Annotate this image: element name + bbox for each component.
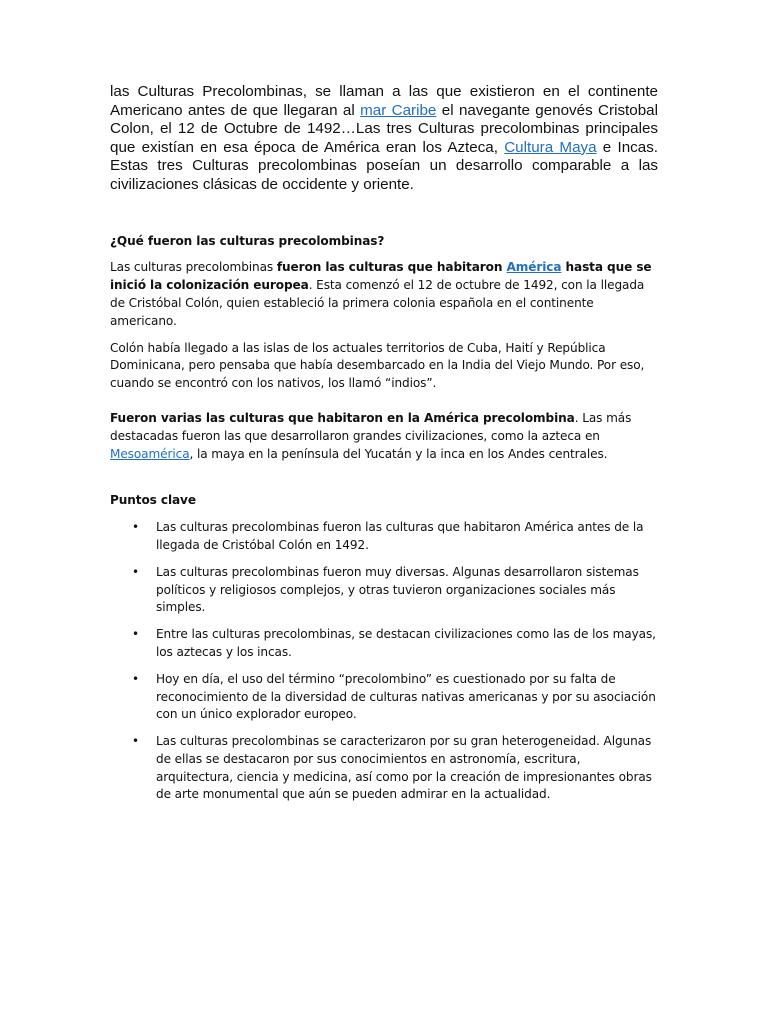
america-link[interactable]: América	[506, 260, 562, 275]
list-item	[110, 519, 658, 555]
p1-bold-2: hasta que se inició la colonización europea	[110, 260, 652, 293]
bullet-icon: •	[132, 734, 139, 749]
key-points-list	[110, 519, 658, 804]
intro-text-2: el navegante genovés Cristobal Colon, el 12 de Octubre de 1492…Las tres Culturas precolombinas principales que existían en esa época de América eran los Azteca,	[110, 101, 658, 156]
p1-text-2: . Esta comenzó el 12 de octubre de 1492, con la llegada de Cristóbal Colón, quien estableció la primera colonia española en el continente americano.	[110, 278, 645, 328]
list-item-text: Las culturas precolombinas fueron las culturas que habitaron América antes de la llegada de Cristóbal Colón en 1492.	[156, 520, 644, 552]
list-item-text: Entre las culturas precolombinas, se destacan civilizaciones como las de los mayas, los aztecas y los incas.	[156, 627, 656, 659]
intro-text-1: las Culturas Precolombinas, se llaman a las que existieron en el continente Americano antes de que llegaran al	[110, 83, 658, 119]
list-item	[110, 671, 658, 724]
bullet-icon: •	[132, 627, 139, 642]
paragraph-cultures	[110, 410, 658, 463]
list-item	[110, 626, 658, 662]
list-item-text: Las culturas precolombinas fueron muy diversas. Algunas desarrollaron sistemas políticos y religiosos complejos, y otras tuvieron organizaciones sociales más simples.	[156, 564, 639, 615]
p3-text-1: . Las más destacadas fueron las que desarrollaron grandes civilizaciones, como la azteca en	[110, 410, 632, 443]
list-item-text: Hoy en día, el uso del término “precolombino” es cuestionado por su falta de reconocimiento de la diversidad de culturas nativas americanas y por su asociación con un único explorador europeo.	[156, 671, 656, 722]
list-item-text: Las culturas precolombinas se caracterizaron por su gran heterogeneidad. Algunas de ellas se destacaron por sus conocimientos en astronomía, escritura, arquitectura, ciencia y medicina, así como por la creación de impresionantes obras de arte monumental que aún se pueden admirar en la actualidad.	[156, 734, 652, 802]
mesoamerica-link[interactable]: Mesoamérica	[110, 446, 190, 461]
intro-text-3: e Incas. Estas tres Culturas precolombinas poseían un desarrollo comparable a las civilizaciones clásicas de occidente y oriente.	[110, 138, 659, 193]
section-heading-key-points: Puntos clave	[110, 493, 196, 508]
paragraph-definition	[110, 259, 658, 330]
list-item	[110, 564, 658, 617]
p3-bold-1: Fueron varias las culturas que habitaron en la América precolombina	[110, 410, 575, 425]
p1-bold-1: fueron las culturas que habitaron	[276, 260, 507, 275]
p3-text-2: , la maya en la península del Yucatán y la inca en los Andes centrales.	[189, 446, 608, 461]
bullet-icon: •	[132, 564, 139, 579]
bullet-icon: •	[132, 520, 139, 535]
cultura-maya-link[interactable]: Cultura Maya	[504, 138, 597, 156]
section-heading-question: ¿Qué fueron las culturas precolombinas?	[110, 233, 385, 248]
paragraph-colon: Colón había llegado a las islas de los actuales territorios de Cuba, Haití y República Dominicana, pero pensaba que había desembarcado en la India del Viejo Mundo. Por eso, cuando se encontró con los nativos, los llamó “indios”.	[110, 340, 645, 391]
document-body	[110, 83, 658, 813]
bullet-icon: •	[132, 671, 139, 686]
list-item	[110, 733, 658, 804]
mar-caribe-link[interactable]: mar Caribe	[360, 101, 437, 119]
intro-paragraph	[110, 83, 658, 195]
p1-text-1: Las culturas precolombinas	[110, 260, 277, 275]
